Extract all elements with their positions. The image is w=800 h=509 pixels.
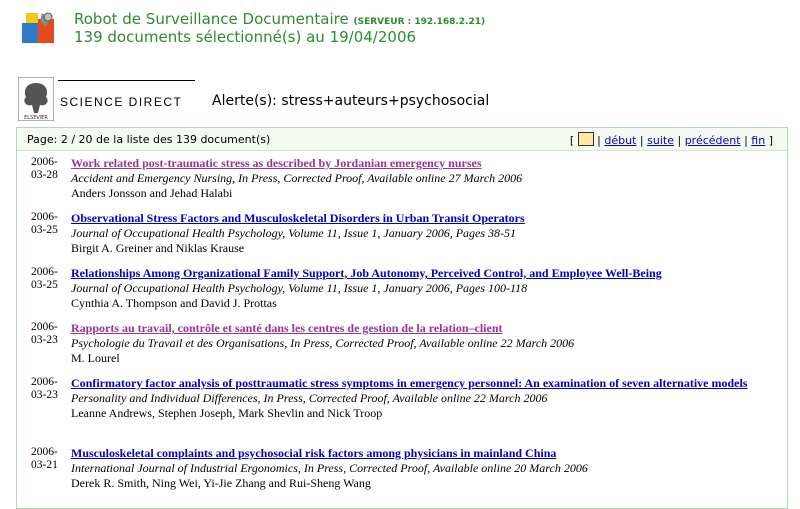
document-authors: Anders Jonsson and Jehad Halabi xyxy=(71,186,233,200)
document-date: 2006- 03-21 xyxy=(31,446,58,471)
document-title-link[interactable]: Relationships Among Organizational Family Support, Job Autonomy, Perceived Control, and Employee Well-Being xyxy=(71,266,662,280)
server-label: (SERVEUR : 192.168.2.21) xyxy=(353,17,486,27)
next-page-link[interactable]: suite xyxy=(647,134,674,147)
document-source: International Journal of Industrial Ergonomics, In Press, Corrected Proof, Available online 20 March 2006 xyxy=(71,461,588,475)
document-title-link[interactable]: Musculoskeletal complaints and psychosocial risk factors among physicians in mainland China xyxy=(71,446,557,460)
document-title-link[interactable]: Observational Stress Factors and Musculoskeletal Disorders in Urban Transit Operators xyxy=(71,211,525,225)
pagination-nav: [ | début | suite | précédent | fin ] xyxy=(569,134,773,147)
elsevier-tree-icon xyxy=(18,77,54,121)
previous-page-link[interactable]: précédent xyxy=(684,134,741,147)
document-source: Psychologie du Travail et des Organisations, In Press, Corrected Proof, Available online 22 March 2006 xyxy=(71,336,575,350)
page-info: Page: 2 / 20 de la liste des 139 document(s) xyxy=(27,133,271,146)
document-date: 2006- 03-25 xyxy=(31,211,58,236)
document-source: Personality and Individual Differences, In Press, Corrected Proof, Available online 22 March 2006 xyxy=(71,391,548,405)
robot-icon xyxy=(20,9,58,47)
sciencedirect-logo xyxy=(18,77,196,121)
first-page-link[interactable]: début xyxy=(604,134,637,147)
home-icon[interactable] xyxy=(578,132,594,146)
last-page-link[interactable]: fin xyxy=(751,134,766,147)
document-date: 2006- 03-23 xyxy=(31,321,58,346)
app-title: Robot de Surveillance Documentaire (SERVEUR : 192.168.2.21) xyxy=(74,10,486,28)
document-title-link[interactable]: Work related post-traumatic stress as described by Jordanian emergency nurses xyxy=(71,156,482,170)
document-authors: Derek R. Smith, Ning Wei, Yi-Jie Zhang and Rui-Sheng Wang xyxy=(71,476,371,490)
alert-title: Alerte(s): stress+auteurs+psychosocial xyxy=(212,93,490,109)
document-date: 2006- 03-23 xyxy=(31,376,58,401)
document-date: 2006- 03-25 xyxy=(31,266,58,291)
documents-count-title: 139 documents sélectionné(s) au 19/04/2006 xyxy=(74,28,417,46)
document-source: Accident and Emergency Nursing, In Press, Corrected Proof, Available online 27 March 2006 xyxy=(71,171,523,185)
document-authors: Cynthia A. Thompson and David J. Prottas xyxy=(71,296,277,310)
document-date: 2006- 03-28 xyxy=(31,156,58,181)
document-title-link[interactable]: Confirmatory factor analysis of posttraumatic stress symptoms in emergency personnel: An examination of seven alternative models xyxy=(71,376,748,390)
document-authors: Birgit A. Greiner and Niklas Krause xyxy=(71,241,245,255)
document-authors: Leanne Andrews, Stephen Joseph, Mark Shevlin and Nick Troop xyxy=(71,406,383,420)
document-title-link[interactable]: Rapports au travail, contrôle et santé dans les centres de gestion de la relation–client xyxy=(71,321,503,335)
document-source: Journal of Occupational Health Psychology, Volume 11, Issue 1, January 2006, Pages 100-118 xyxy=(71,281,528,295)
elsevier-label: ELSEVIER xyxy=(24,115,48,121)
document-authors: M. Lourel xyxy=(71,351,120,365)
page-header xyxy=(0,0,800,60)
sciencedirect-text: SCIENCE DIRECT xyxy=(60,95,183,109)
pagination-bar xyxy=(17,128,787,151)
results-panel xyxy=(16,127,788,509)
document-source: Journal of Occupational Health Psychology, Volume 11, Issue 1, January 2006, Pages 38-51 xyxy=(71,226,517,240)
